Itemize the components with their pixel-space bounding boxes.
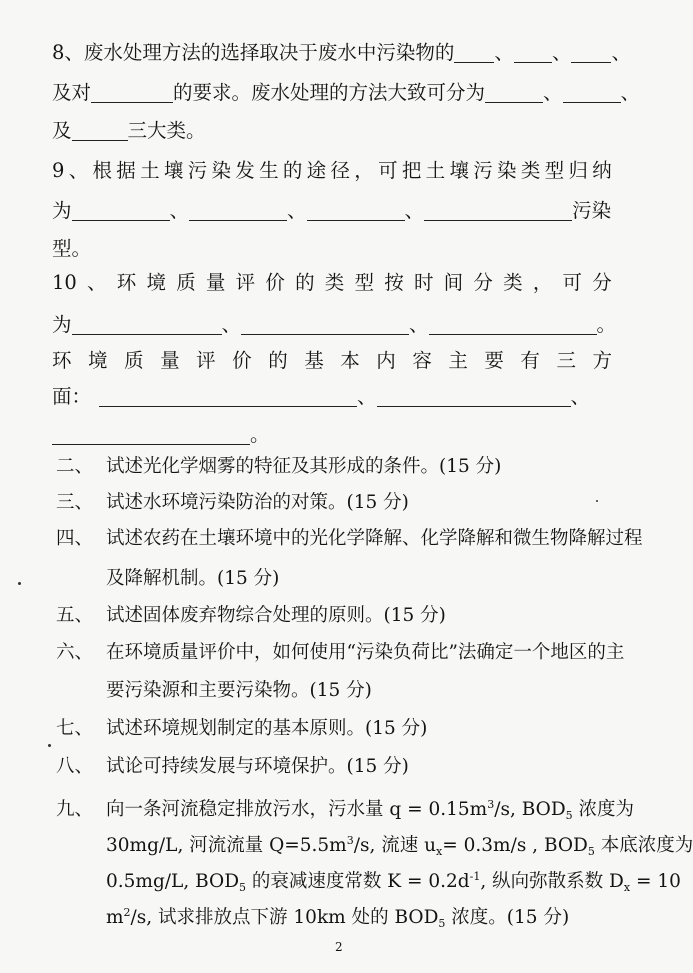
- subscript: 5: [587, 845, 595, 858]
- question-6-cont: [106, 676, 372, 706]
- justified-char: 类: [503, 271, 523, 294]
- question-text: 试述农药在土壤环境中的光化学降解、化学降解和微生物降解过程: [106, 528, 643, 549]
- question-text: 向一条河流稳定排放污水，污水量 q = 0.15m: [106, 799, 488, 820]
- blank: [377, 386, 571, 407]
- question-text: 试述固体废弃物综合处理的原则。(15 分): [106, 605, 446, 626]
- blank: [72, 120, 128, 141]
- justified-char: 时: [413, 271, 434, 294]
- q9-text: 为: [52, 199, 72, 222]
- question-4: [56, 524, 643, 554]
- question-9-line1: [56, 790, 634, 831]
- justified-char: 、: [68, 159, 89, 182]
- q9-text: 型。: [52, 237, 92, 260]
- separator: 、: [551, 41, 572, 64]
- blank: [454, 42, 494, 63]
- justified-char: 污: [187, 159, 208, 182]
- justified-char: 环: [116, 271, 137, 294]
- question-text: 试述水环境污染防治的对策。(15 分): [106, 492, 409, 513]
- question-6: [56, 638, 624, 668]
- separator: 、: [221, 313, 242, 336]
- justified-char: 土: [140, 159, 160, 182]
- superscript: 3: [346, 834, 354, 847]
- q10-line5: [52, 420, 612, 450]
- separator: 、: [169, 199, 190, 222]
- question-text: m: [106, 907, 124, 928]
- justified-char: 归: [568, 159, 588, 182]
- justified-char: 评: [235, 271, 256, 294]
- question-4-cont: [106, 564, 279, 594]
- justified-char: ，: [354, 159, 374, 182]
- justified-char: 型: [354, 271, 375, 294]
- subscript: 5: [565, 809, 573, 822]
- question-number: 三、: [56, 492, 94, 513]
- separator: 、: [543, 81, 563, 104]
- justified-char: 类: [324, 271, 345, 294]
- question-text: = 10: [630, 871, 681, 892]
- question-text: /s, 试求排放点下游 10km 处的 BOD: [130, 907, 439, 928]
- subscript: 5: [239, 881, 247, 894]
- question-text: 试论可持续发展与环境保护。(15 分): [106, 756, 409, 777]
- separator: 、: [494, 41, 514, 64]
- blank: [72, 314, 222, 335]
- question-text: 在环境质量评价中，如何使用“污染负荷比”法确定一个地区的主: [106, 642, 625, 663]
- q9-line3: [52, 234, 612, 264]
- blank: [429, 314, 597, 335]
- justified-char: 境: [88, 349, 108, 372]
- blank: [514, 42, 552, 63]
- justified-char: 的: [282, 159, 303, 182]
- justified-char: 壤: [163, 159, 184, 182]
- q10-line4: [52, 382, 612, 412]
- justified-char: 可: [562, 271, 583, 294]
- justified-char: 量: [160, 349, 180, 372]
- q8-text: 三大类。: [127, 119, 206, 142]
- scan-speck: [18, 582, 21, 585]
- question-9-line2: [106, 826, 693, 867]
- justified-char: 根: [92, 159, 113, 182]
- justified-char: 壤: [449, 159, 469, 182]
- q9-line2: [52, 196, 612, 226]
- question-8: [56, 752, 409, 782]
- separator: 、: [620, 81, 641, 104]
- superscript: 2: [123, 906, 131, 919]
- question-text: 浓度。(15 分): [445, 907, 570, 928]
- question-3: [56, 488, 409, 518]
- q8-text: 及: [52, 119, 72, 142]
- question-number: 二、: [56, 456, 94, 477]
- justified-char: ，: [532, 271, 553, 294]
- q8-text: 及对: [52, 81, 92, 104]
- justified-char: 的: [295, 271, 315, 294]
- justified-char: 污: [473, 159, 493, 182]
- blank: [91, 82, 173, 103]
- question-text: 的衰减速度常数 K = 0.2d: [246, 871, 470, 892]
- question-text: 及降解机制。(15 分): [106, 568, 280, 589]
- blank: [571, 42, 611, 63]
- justified-char: 价: [265, 271, 285, 294]
- justified-char: 可: [378, 159, 398, 182]
- q10-text: 为: [52, 313, 72, 336]
- question-9-line3: [106, 862, 681, 903]
- question-number: 五、: [56, 605, 94, 626]
- question-text: /s, 流速 u: [353, 835, 437, 856]
- subscript: x: [623, 881, 631, 894]
- page-number: 2: [335, 940, 343, 954]
- q8-line2: [52, 78, 641, 108]
- justified-char: 内: [376, 349, 396, 372]
- question-text: 要污染源和主要污染物。(15 分): [106, 680, 372, 701]
- justified-char: 生: [259, 159, 279, 182]
- question-9-line4: [106, 898, 569, 939]
- question-number: 六、: [56, 642, 94, 663]
- question-2: [56, 452, 501, 482]
- justified-char: 方: [592, 349, 612, 372]
- justified-char: 染: [211, 159, 231, 182]
- q10-line1: [52, 268, 612, 298]
- superscript: 3: [487, 798, 495, 811]
- period: 。: [250, 423, 270, 446]
- justified-char: 途: [306, 159, 327, 182]
- q8-line3: [52, 116, 612, 146]
- question-text: 0.5mg/L, BOD: [106, 871, 240, 892]
- subscript: 5: [438, 917, 446, 930]
- q8-text: 的要求。废水处理的方法大致可分为: [173, 81, 486, 104]
- justified-char: 把: [401, 159, 422, 182]
- q10-line3: [52, 346, 612, 376]
- blank: [189, 200, 287, 221]
- separator: 、: [570, 385, 591, 408]
- question-text: /s, BOD: [494, 799, 566, 820]
- separator: 、: [409, 313, 429, 336]
- question-number: 九、: [56, 799, 94, 820]
- justified-char: 环: [52, 349, 72, 372]
- justified-char: 容: [412, 349, 432, 372]
- separator: 、: [404, 199, 425, 222]
- blank: [241, 314, 409, 335]
- question-text: = 0.3m/s , BOD: [442, 835, 588, 856]
- justified-char: 9: [52, 159, 65, 182]
- subscript: x: [436, 845, 443, 858]
- justified-char: 本: [340, 349, 360, 372]
- blank: [99, 386, 357, 407]
- blank: [563, 82, 621, 103]
- question-text: 30mg/L, 河流流量 Q=5.5m: [106, 835, 347, 856]
- separator: 、: [357, 385, 377, 408]
- scan-speck: [48, 744, 51, 747]
- justified-char: 纳: [592, 159, 612, 182]
- justified-char: 基: [304, 349, 324, 372]
- question-number: 八、: [56, 756, 94, 777]
- blank: [52, 424, 250, 445]
- justified-char: 按: [384, 271, 404, 294]
- justified-char: 境: [146, 271, 166, 294]
- superscript: -1: [469, 870, 481, 883]
- question-text: 试述光化学烟雾的特征及其形成的条件。(15 分): [106, 456, 502, 477]
- justified-char: 主: [448, 349, 468, 372]
- question-text: , 纵向弥散系数 D: [480, 871, 624, 892]
- justified-char: 型: [544, 159, 565, 182]
- justified-char: 质: [124, 349, 144, 372]
- justified-char: 评: [196, 349, 216, 372]
- justified-char: 的: [268, 349, 288, 372]
- question-text: 试述环境规划制定的基本原则。(15 分): [106, 718, 428, 739]
- justified-char: 10: [52, 271, 77, 294]
- question-5: [56, 601, 446, 631]
- scan-speck: [596, 500, 598, 502]
- justified-char: 有: [520, 349, 540, 372]
- q9-line1: [52, 156, 612, 186]
- justified-char: 、: [87, 271, 107, 294]
- justified-char: 分: [592, 271, 612, 294]
- separator: 、: [287, 199, 307, 222]
- question-7: [56, 714, 427, 744]
- blank: [72, 200, 170, 221]
- justified-char: 间: [443, 271, 464, 294]
- justified-char: 发: [235, 159, 255, 182]
- question-text: 浓度为: [572, 799, 635, 820]
- separator: 、: [611, 41, 631, 64]
- q8-text: 8、废水处理方法的选择取决于废水中污染物的: [52, 41, 455, 64]
- justified-char: 据: [116, 159, 136, 182]
- period: 。: [596, 313, 617, 336]
- q10-text: 面：: [52, 385, 92, 408]
- blank: [307, 200, 405, 221]
- q9-text: 污染: [572, 199, 612, 222]
- justified-char: 量: [205, 271, 226, 294]
- justified-char: 分: [473, 271, 493, 294]
- blank: [485, 82, 543, 103]
- blank: [424, 200, 572, 221]
- justified-char: 三: [556, 349, 576, 372]
- q8-line1: [52, 38, 631, 68]
- question-number: 七、: [56, 718, 94, 739]
- question-text: 本底浓度为: [594, 835, 693, 856]
- justified-char: 染: [497, 159, 517, 182]
- justified-char: 质: [176, 271, 196, 294]
- justified-char: 径: [330, 159, 350, 182]
- q10-line2: [52, 310, 617, 340]
- justified-char: 要: [484, 349, 504, 372]
- question-number: 四、: [56, 528, 94, 549]
- justified-char: 土: [425, 159, 446, 182]
- justified-char: 价: [232, 349, 252, 372]
- justified-char: 类: [520, 159, 541, 182]
